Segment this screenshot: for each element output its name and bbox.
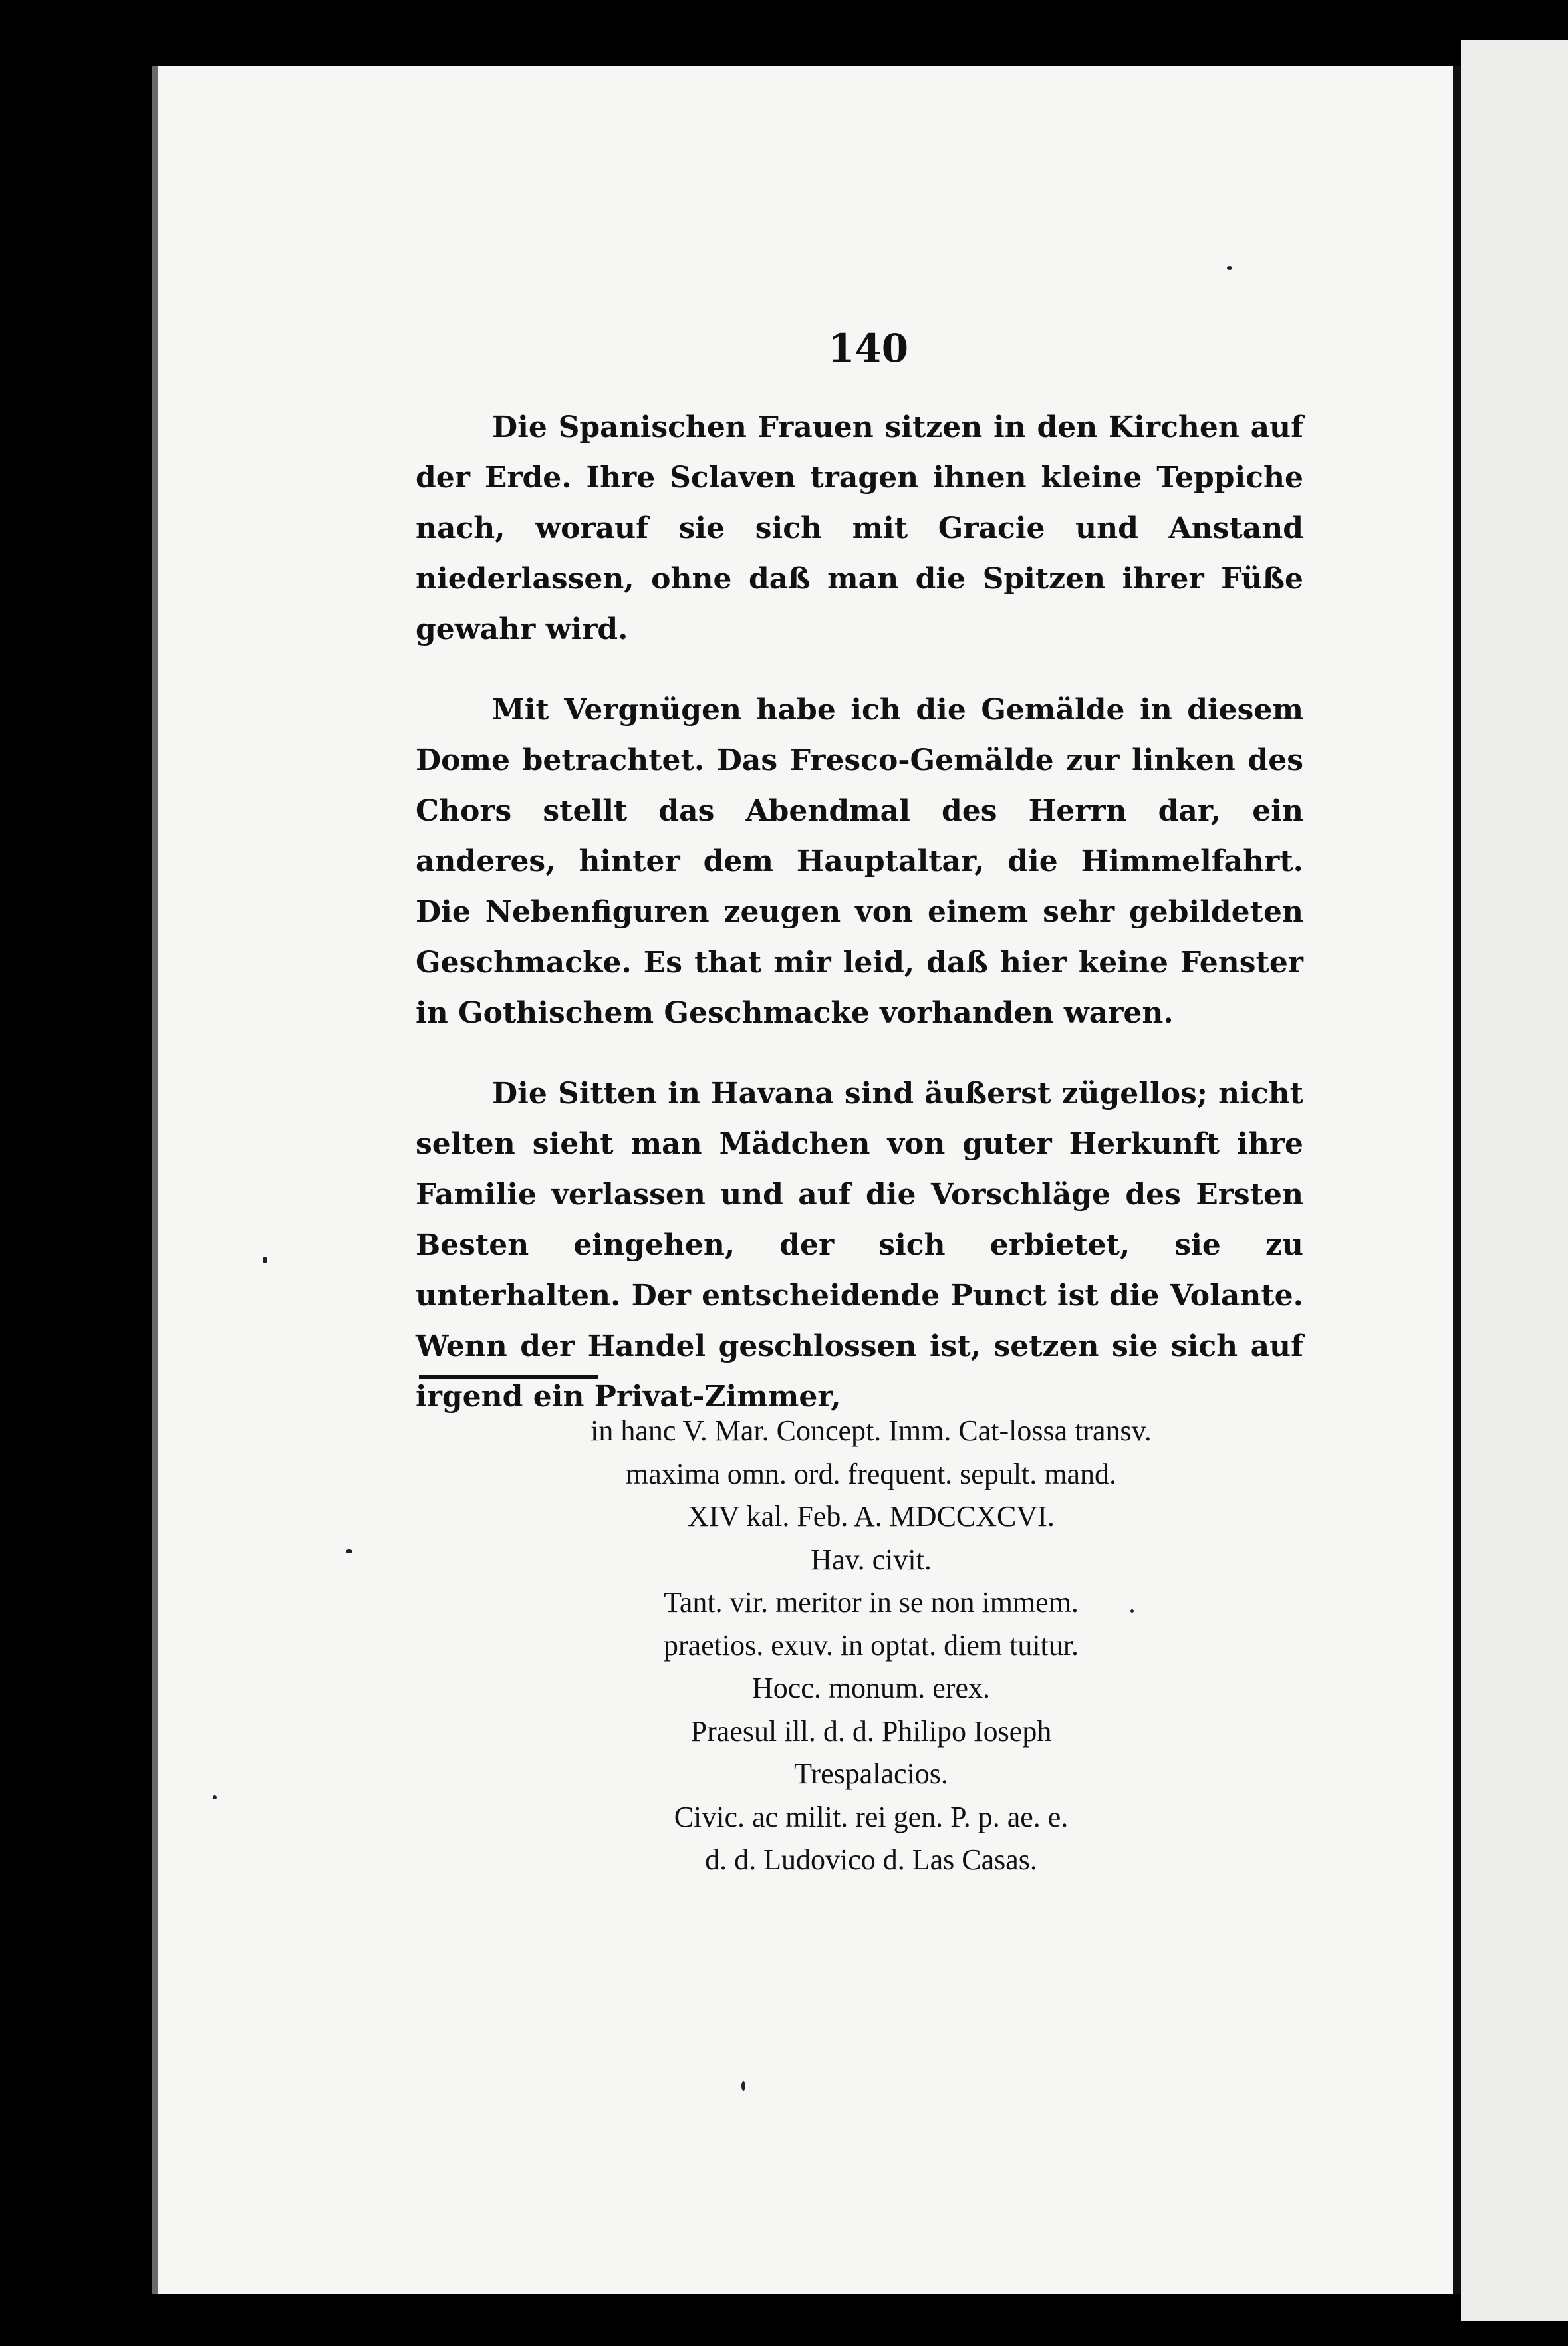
- page-gutter: [1453, 66, 1461, 2294]
- inscription-line: d. d. Ludovico d. Las Casas.: [705, 1843, 1037, 1876]
- speck: [741, 2081, 745, 2091]
- speck: [1130, 1609, 1134, 1613]
- latin-inscription-footnote: [452, 1410, 1290, 1882]
- speck: [213, 1795, 217, 1799]
- inscription-line: Hav. civit.: [811, 1543, 932, 1576]
- paragraph: Die Spanischen Frauen sitzen in den Kirchen auf der Erde. Ihre Sclaven tragen ihnen kleine Teppiche nach, worauf sie sich mit Gracie und Anstand niederlassen, ohne daß man die Spitzen ihrer Füße gewahr wird.: [416, 410, 1303, 646]
- paragraph: Die Sitten in Havana sind äußerst zügellos; nicht selten sieht man Mädchen von guter Herkunft ihre Familie verlassen und auf die Vorschläge des Ersten Besten eingehen, der sich erbietet, sie zu unterhalten. Der entscheidende Punct ist die Volante. Wenn der Handel geschlossen ist, setzen sie sich auf irgend ein Privat-Zimmer,: [416, 1077, 1303, 1414]
- inscription-line: Civic. ac milit. rei gen. P. p. ae. e.: [674, 1800, 1069, 1833]
- inscription-line: Tant. vir. meritor in se non immem.: [664, 1586, 1079, 1619]
- inscription-line: Praesul ill. d. d. Philipo Ioseph: [690, 1714, 1052, 1748]
- inscription-line: maxima omn. ord. frequent. sepult. mand.: [625, 1457, 1117, 1490]
- inscription-line: in hanc V. Mar. Concept. Imm. Cat-lossa transv.: [590, 1414, 1152, 1447]
- inscription-line: Trespalacios.: [794, 1758, 948, 1790]
- page-number: 140: [828, 326, 909, 371]
- speck: [1227, 266, 1232, 270]
- inscription-line: praetios. exuv. in optat. diem tuitur.: [663, 1629, 1079, 1662]
- speck: [346, 1549, 352, 1553]
- facing-page-edge: [1461, 40, 1568, 2321]
- speck: [263, 1257, 267, 1263]
- inscription-line: XIV kal. Feb. A. MDCCXCVI.: [688, 1500, 1055, 1533]
- paragraph: Mit Vergnügen habe ich die Gemälde in diesem Dome betrachtet. Das Fresco-Gemälde zur linken des Chors stellt das Abendmal des Herrn dar, ein anderes, hinter dem Hauptaltar, die Himmelfahrt. Die Nebenfiguren zeugen von einem sehr gebildeten Geschmacke. Es that mir leid, daß hier keine Fenster in Gothischem Geschmacke vorhanden waren.: [416, 693, 1303, 1030]
- body-text: [416, 402, 1303, 1452]
- inscription-line: Hocc. monum. erex.: [752, 1672, 990, 1704]
- footnote-rule: [419, 1375, 598, 1379]
